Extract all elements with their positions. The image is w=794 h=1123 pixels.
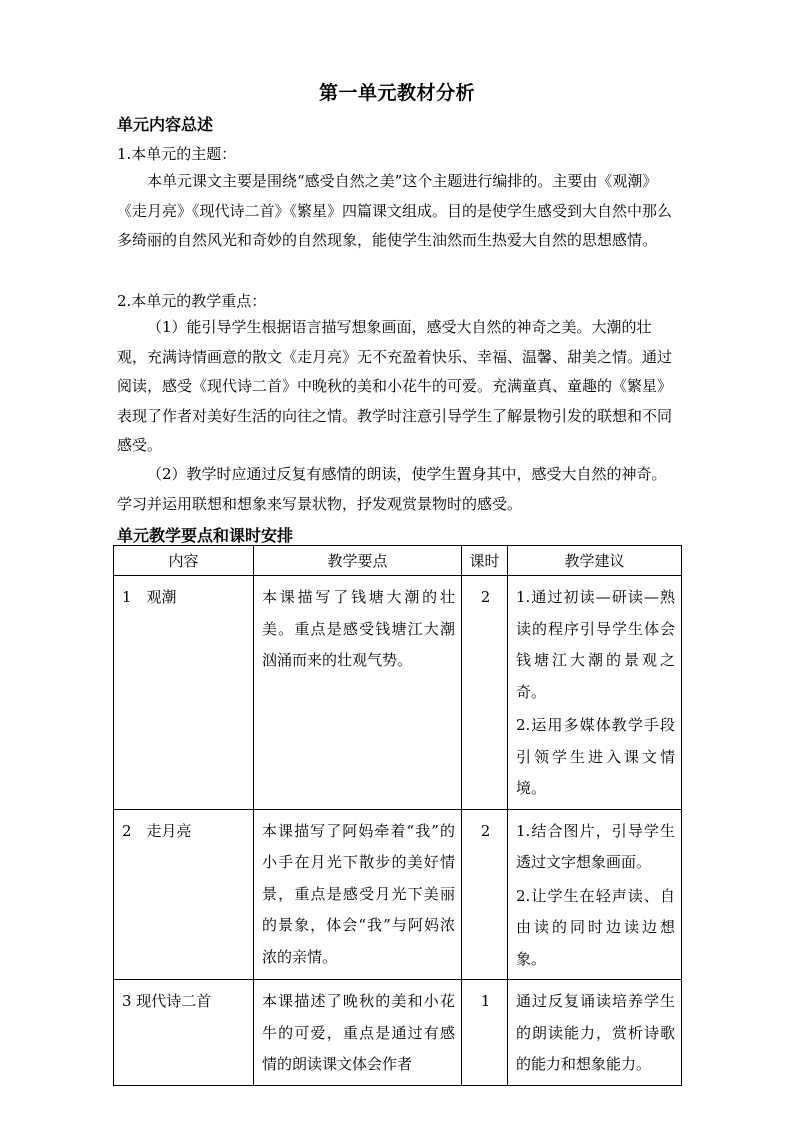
table-row <box>114 980 682 1086</box>
theme-paragraph: 本单元课文主要是围绕“感受自然之美”这个主题进行编排的。主要由《观潮》《走月亮》《现代诗二首》《繁星》四篇课文组成。目的是使学生感受到大自然中那么多绮丽的自然风光和奇妙的自然现象，能使学生油然而生热爱大自然的思想感情。 <box>117 172 673 249</box>
lesson-title: 3 现代诗二首 <box>114 980 254 1086</box>
lesson-points: 本课描写了阿妈牵着“我”的小手在月光下散步的美好情景，重点是感受月光下美丽的景象，体会“我”与阿妈浓浓的亲情。 <box>254 809 462 980</box>
focus-paragraph-2: （2）教学时应通过反复有感情的朗读，使学生置身其中，感受大自然的神奇。学习并运用联想和想象来写景状物，抒发观赏景物时的感受。 <box>117 465 667 513</box>
lesson-advice <box>508 980 682 1086</box>
lesson-title: 1 观潮 <box>114 576 254 810</box>
lesson-advice <box>508 576 682 810</box>
advice-item: 2.让学生在轻声读、自由读的同时边读边想象。 <box>516 886 675 968</box>
page-title: 第一单元教材分析 <box>318 82 475 104</box>
focus-label: 2.本单元的教学重点： <box>117 292 267 310</box>
schedule-table <box>113 545 682 1086</box>
focus-paragraph-1: （1）能引导学生根据语言描写想象画面，感受大自然的神奇之美。大潮的壮观，充满诗情画意的散文《走月亮》无不充盈着快乐、幸福、温馨、甜美之情。通过阅读，感受《现代诗二首》中晚秋的美和小花牛的可爱。充满童真、童趣的《繁星》表现了作者对美好生活的向往之情。教学时注意引导学生了解景物引发的联想和不同感受。 <box>117 318 673 454</box>
advice-item: 2.运用多媒体教学手段引领学生进入课文情境。 <box>516 716 675 797</box>
lesson-advice <box>508 809 682 980</box>
table-row <box>114 809 682 980</box>
overview-heading: 单元内容总述 <box>117 115 214 134</box>
table-row <box>114 576 682 810</box>
lesson-hours: 2 <box>462 576 508 810</box>
table-header-row <box>114 546 682 576</box>
theme-label: 1.本单元的主题： <box>117 145 237 163</box>
header-advice: 教学建议 <box>508 546 682 576</box>
schedule-heading: 单元教学要点和课时安排 <box>117 526 294 545</box>
lesson-hours: 2 <box>462 809 508 980</box>
lesson-title: 2 走月亮 <box>114 809 254 980</box>
header-content: 内容 <box>114 546 254 576</box>
lesson-hours: 1 <box>462 980 508 1086</box>
header-hours: 课时 <box>462 546 508 576</box>
advice-item: 通过反复诵读培养学生的朗读能力，赏析诗歌的能力和想象能力。 <box>516 992 675 1073</box>
lesson-points: 本课描述了晚秋的美和小花牛的可爱，重点是通过有感情的朗读课文体会作者 <box>254 980 462 1086</box>
advice-item: 1.结合图片，引导学生透过文字想象画面。 <box>516 821 675 871</box>
advice-item: 1.通过初读—研读—熟读的程序引导学生体会钱塘江大潮的景观之奇。 <box>516 588 675 701</box>
header-points: 教学要点 <box>254 546 462 576</box>
lesson-points: 本课描写了钱塘大潮的壮美。重点是感受钱塘江大潮汹涌而来的壮观气势。 <box>254 576 462 810</box>
